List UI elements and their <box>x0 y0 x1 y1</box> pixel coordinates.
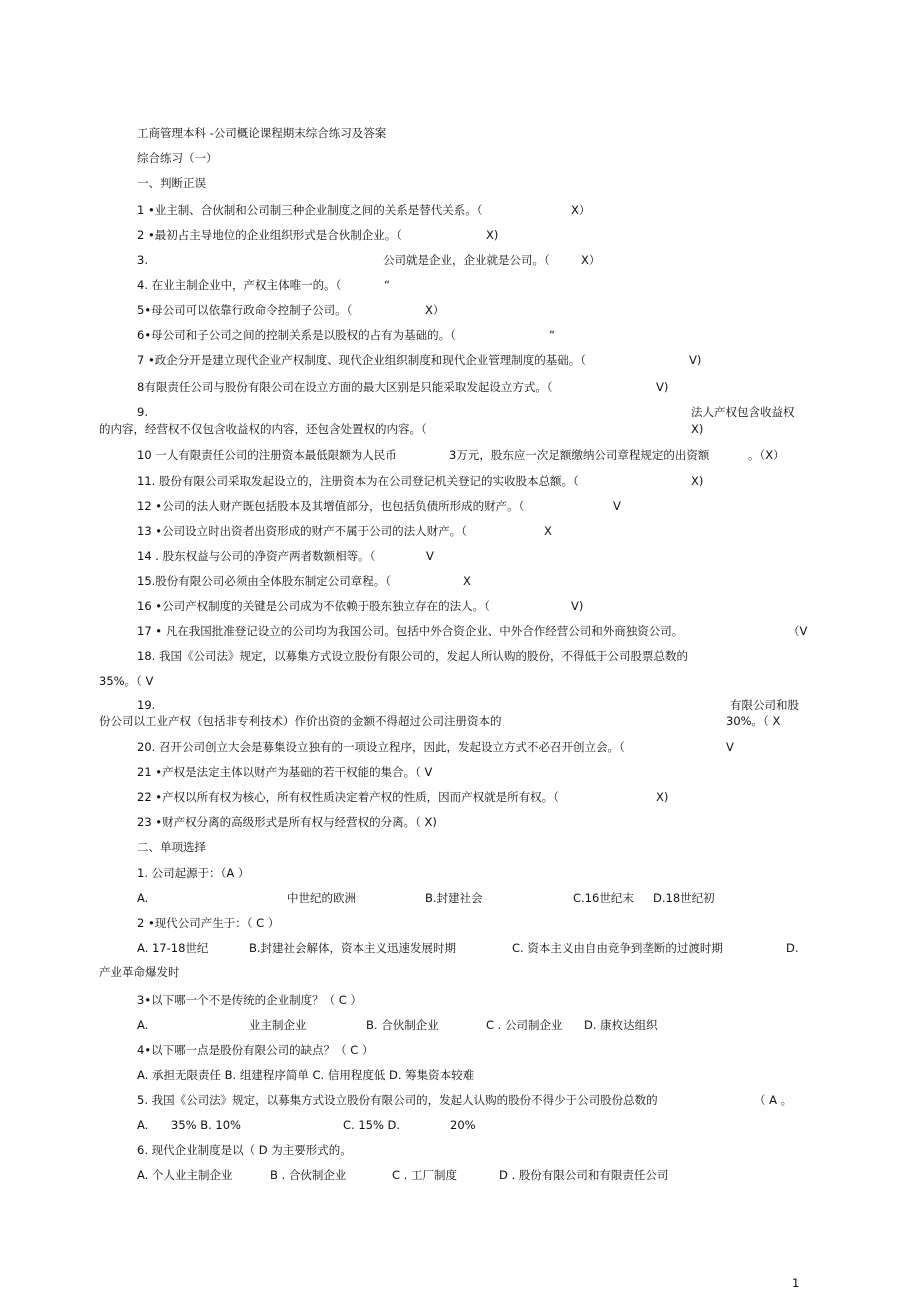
tf-question-3-number: 3. <box>137 253 148 267</box>
tf-answer-22: X) <box>656 790 669 804</box>
mc-option-d: D.18世纪初 <box>653 891 715 905</box>
mc-option-c: C . 公司制企业 <box>486 1018 563 1032</box>
tf-question-18-cont: 35%。（ V <box>99 674 154 688</box>
mc-question-1: 1. 公司起源于：（A ） <box>137 866 250 880</box>
tf-answer-2: X) <box>486 228 499 242</box>
tf-question-7: 7 •政企分开是建立现代企业产权制度、现代企业组织制度和现代企业管理制度的基础。（ <box>137 353 587 367</box>
tf-answer-3: X） <box>581 253 601 267</box>
mc-answer-5: （ A 。 <box>754 1093 793 1107</box>
tf-question-9-number: 9. <box>137 405 148 419</box>
tf-question-10: 10 一人有限责任公司的注册资本最低限额为人民币 <box>137 448 397 462</box>
mc-option-d: 20% <box>450 1118 476 1132</box>
tf-question-22: 22 •产权以所有权为核心，所有权性质决定着产权的性质，因而产权就是所有权。（ <box>137 790 559 804</box>
mc-option-d: D. 康枚达组织 <box>584 1018 658 1032</box>
tf-answer-4: “ <box>384 278 390 292</box>
mc-option-b: B.封建社会解体，资本主义迅速发展时期 <box>249 941 457 955</box>
mc-option-c: C. 资本主义由自由竞争到垄断的过渡时期 <box>512 941 723 955</box>
tf-question-11: 11. 股份有限公司采取发起设立的，注册资本为在公司登记机关登记的实收股本总额。（ <box>137 474 579 488</box>
tf-answer-19: 30%。（ X <box>726 714 781 728</box>
section-heading-multiple-choice: 二、单项选择 <box>137 840 206 854</box>
mc-question-4: 4•以下哪一点是股份有限公司的缺点？（ C ） <box>137 1043 374 1057</box>
tf-question-17: 17 • 凡在我国批准登记设立的公司均为我国公司。包括中外合资企业、中外合作经营公司和外商独资公司。 <box>137 624 684 638</box>
section-heading-true-false: 一、判断正误 <box>137 176 206 190</box>
mc-question-3: 3•以下哪一个不是传统的企业制度？（ C ） <box>137 993 362 1007</box>
tf-answer-9: X) <box>691 422 704 436</box>
mc-option-text: 35% B. 10% <box>171 1118 241 1132</box>
tf-answer-20: V <box>726 740 734 754</box>
tf-answer-17: （V <box>788 624 808 638</box>
mc-option-a: A. <box>137 1118 149 1132</box>
tf-question-19: 份公司以工业产权（包括非专利技术）作价出资的金额不得超过公司注册资本的 <box>99 714 502 728</box>
doc-title: 工商管理本科 -公司概论课程期末综合练习及答案 <box>137 126 387 140</box>
tf-question-8: 8有限责任公司与股份有限公司在设立方面的最大区别是只能采取发起设立方式。（ <box>137 380 553 394</box>
tf-question-21: 21 •产权是法定主体以财产为基础的若干权能的集合。（ V <box>137 765 433 779</box>
tf-answer-16: V) <box>571 599 584 613</box>
tf-question-12: 12 •公司的法人财产既包括股本及其增值部分，也包括负债所形成的财产。（ <box>137 499 525 513</box>
mc-option-text: 中世纪的欧洲 <box>287 891 356 905</box>
mc-option-c: C . 工厂制度 <box>392 1168 457 1182</box>
tf-question-19-number: 19. <box>137 698 156 712</box>
mc-option-a: A. 个人业主制企业 <box>137 1168 233 1182</box>
tf-question-2: 2 •最初占主导地位的企业组织形式是合伙制企业。（ <box>137 228 403 242</box>
tf-question-14: 14 . 股东权益与公司的净资产两者数额相等。（ <box>137 549 376 563</box>
tf-answer-7: V) <box>689 353 702 367</box>
tf-question-1: 1 •业主制、合伙制和公司制三种企业制度之间的关系是替代关系。（ <box>137 203 483 217</box>
tf-answer-14: V <box>426 549 434 563</box>
tf-question-4: 4. 在业主制企业中，产权主体唯一的。（ <box>137 278 342 292</box>
tf-question-10-cont: 3万元，股东应一次足额缴纳公司章程规定的出资额 <box>449 448 710 462</box>
tf-answer-13: X <box>544 524 552 538</box>
mc-question-5: 5. 我国《公司法》规定，以募集方式设立股份有限公司的，发起人认购的股份不得少于公司股份总数的 <box>137 1093 658 1107</box>
tf-question-19-start: 有限公司和股 <box>730 698 799 712</box>
tf-answer-10: 。（X） <box>748 448 785 462</box>
tf-question-9: 的内容，经营权不仅包含收益权的内容，还包含处置权的内容。（ <box>99 422 427 436</box>
mc-option-a: A. 17-18世纪 <box>137 941 209 955</box>
mc-option-a: A. <box>137 891 149 905</box>
tf-question-15: 15.股份有限公司必须由全体股东制定公司章程。（ <box>137 574 392 588</box>
tf-question-23: 23 •财产权分离的高级形式是所有权与经营权的分离。（ X) <box>137 815 437 829</box>
mc-question-6: 6. 现代企业制度是以（ D 为主要形式的。 <box>137 1143 352 1157</box>
mc-option-c: C. 15% D. <box>343 1118 401 1132</box>
tf-question-5: 5•母公司可以依靠行政命令控制子公司。（ <box>137 303 353 317</box>
mc-option-b: B.封建社会 <box>425 891 483 905</box>
tf-question-18: 18. 我国《公司法》规定，以募集方式设立股份有限公司的，发起人所认购的股份，不得低于公司股票总数的 <box>137 649 688 663</box>
tf-question-6: 6•母公司和子公司之间的控制关系是以股权的占有为基础的。（ <box>137 328 456 342</box>
tf-answer-5: X） <box>425 303 445 317</box>
doc-subtitle: 综合练习（一） <box>137 151 218 165</box>
mc-option-c: C.16世纪末 <box>573 891 634 905</box>
mc-option-b: B . 合伙制企业 <box>270 1168 347 1182</box>
mc-question-2: 2 •现代公司产生于：（ C ） <box>137 916 280 930</box>
tf-question-16: 16 •公司产权制度的关键是公司成为不依赖于股东独立存在的法人。（ <box>137 599 490 613</box>
mc-option-d: D . 股份有限公司和有限责任公司 <box>499 1168 669 1182</box>
mc-option-d: D. <box>786 941 799 955</box>
tf-answer-1: X） <box>571 203 591 217</box>
tf-question-20: 20. 召开公司创立大会是募集设立独有的一项设立程序，因此，发起设立方式不必召开创立会。（ <box>137 740 625 754</box>
page-number: 1 <box>792 1276 800 1290</box>
tf-question-9-start: 法人产权包含收益权 <box>691 405 795 419</box>
tf-question-3: 公司就是企业，企业就是公司。（ <box>383 253 550 267</box>
mc-options-line: A. 承担无限责任 B. 组建程序简单 C. 信用程度低 D. 筹集资本较难 <box>137 1068 475 1082</box>
mc-option-text: 业主制企业 <box>249 1018 307 1032</box>
tf-question-13: 13 •公司设立时出资者出资形成的财产不属于公司的法人财产。（ <box>137 524 467 538</box>
tf-answer-12: V <box>613 499 621 513</box>
tf-answer-6: “ <box>549 328 555 342</box>
mc-option-a: A. <box>137 1018 149 1032</box>
tf-answer-11: X) <box>691 474 704 488</box>
tf-answer-15: X <box>463 574 471 588</box>
mc-option-d-cont: 产业革命爆发时 <box>99 965 180 979</box>
tf-answer-8: V) <box>656 380 669 394</box>
mc-option-b: B. 合伙制企业 <box>366 1018 439 1032</box>
